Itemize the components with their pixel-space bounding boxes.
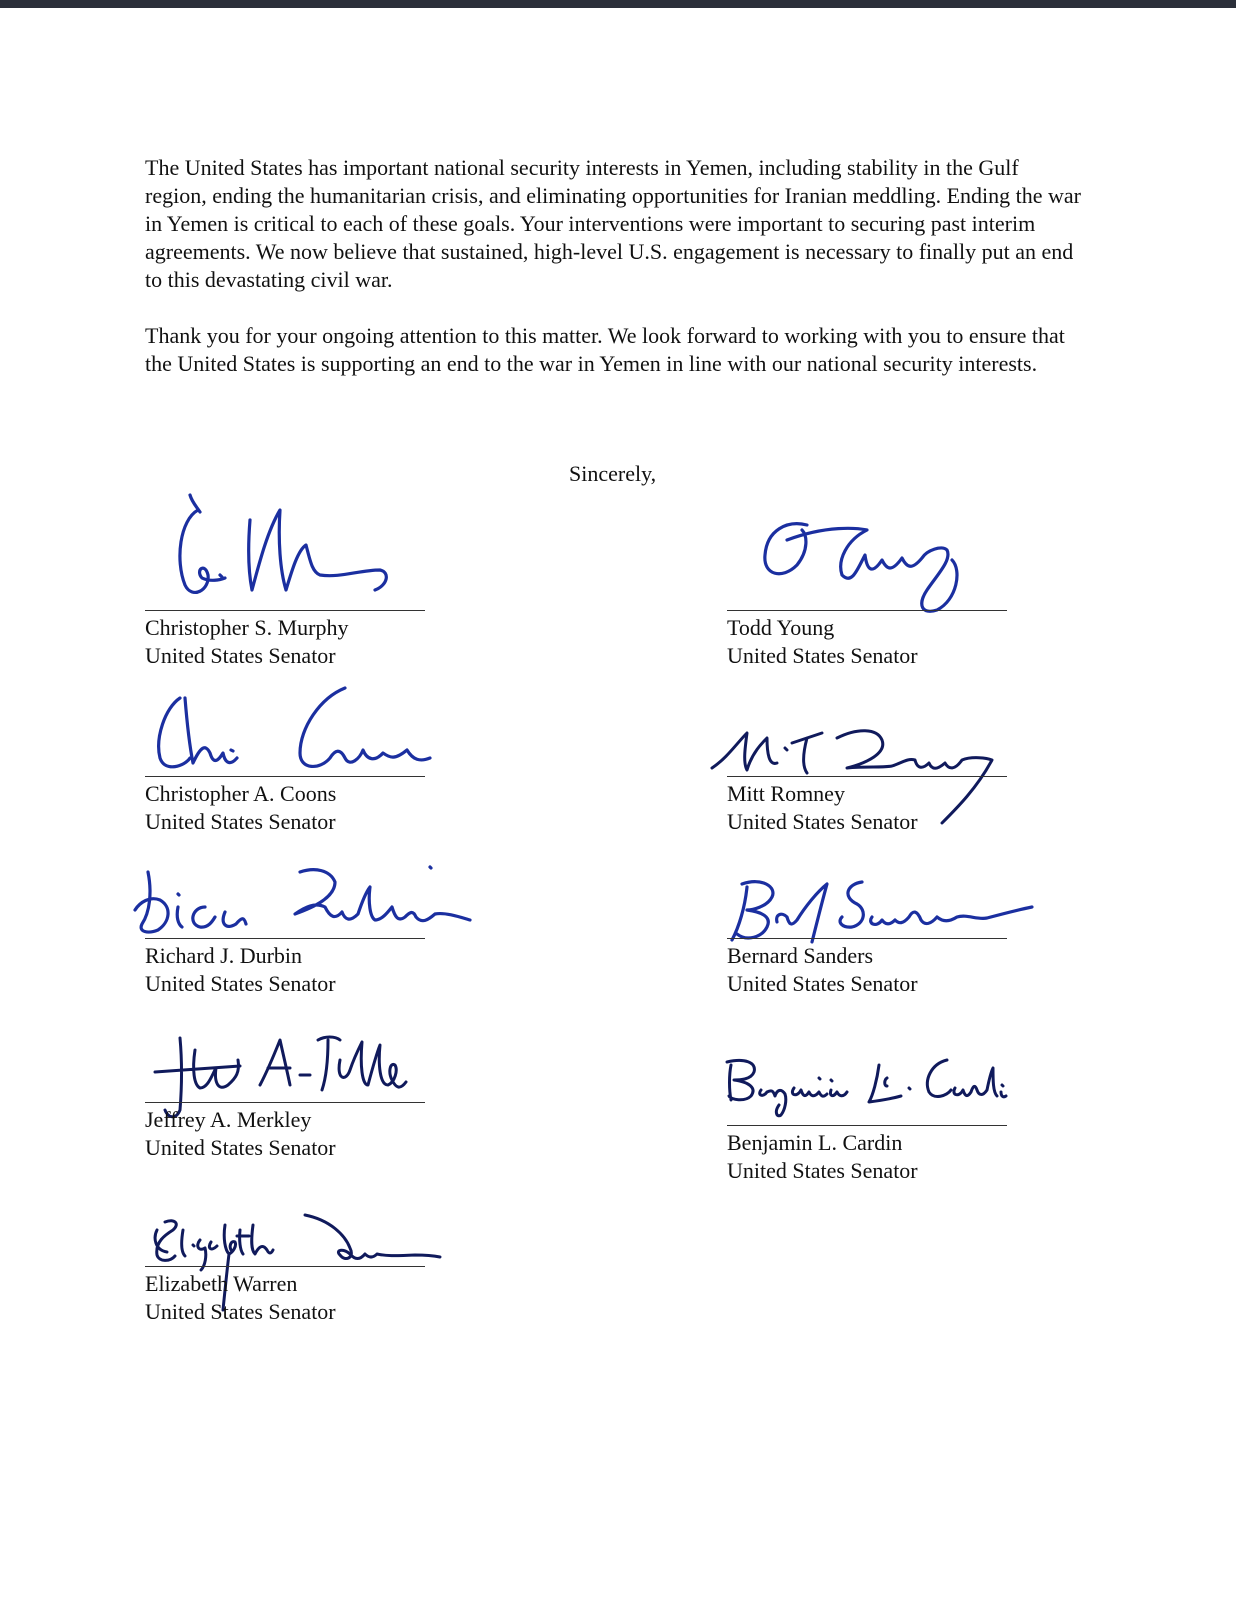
signature-cardin bbox=[719, 1050, 1009, 1130]
signature-block-young bbox=[727, 490, 1027, 680]
signature-line bbox=[145, 1102, 425, 1103]
letter-paragraph-1: The United States has important national security interests in Yemen, including stability in the Gulf region, ending the humanitarian crisis, and eliminating opportunities for Iranian meddling. Ending the war in Yemen is critical to each of these goals. Your interventions were important to securing past interim agreements. We now believe that sustained, high-level U.S. engagement is necessary to finally put an end to this devastating civil war. bbox=[145, 155, 1081, 292]
top-bar bbox=[0, 0, 1236, 8]
signatory-name-murphy: Christopher S. Murphy bbox=[145, 615, 349, 640]
signatory-name-warren: Elizabeth Warren bbox=[145, 1271, 298, 1296]
signatory-title-durbin: United States Senator bbox=[145, 971, 336, 996]
signature-line bbox=[145, 1266, 425, 1267]
signatory-name-sanders: Bernard Sanders bbox=[727, 943, 874, 968]
letter-paragraph-2: Thank you for your ongoing attention to this matter. We look forward to working with you to ensure that the United States is supporting an end to the war in Yemen in line with our national security interests. bbox=[145, 323, 1065, 376]
signature-block-sanders bbox=[727, 862, 1027, 1052]
signature-line bbox=[145, 776, 425, 777]
signatory-name-merkley: Jeffrey A. Merkley bbox=[145, 1107, 312, 1132]
signatory-title-sanders: United States Senator bbox=[727, 971, 918, 996]
signature-block-murphy bbox=[145, 490, 445, 680]
signatory-title-warren: United States Senator bbox=[145, 1299, 336, 1324]
signature-block-merkley bbox=[145, 1030, 445, 1220]
signatory-title-romney: United States Senator bbox=[727, 809, 918, 834]
signature-line bbox=[727, 1125, 1007, 1126]
signature-block-warren bbox=[145, 1210, 445, 1400]
letter-closing: Sincerely, bbox=[569, 461, 657, 486]
signature-line bbox=[145, 938, 425, 939]
signatory-name-durbin: Richard J. Durbin bbox=[145, 943, 303, 968]
signatory-name-romney: Mitt Romney bbox=[727, 781, 845, 806]
signature-block-cardin bbox=[727, 1030, 1027, 1220]
signature-line bbox=[727, 776, 1007, 777]
signatory-name-young: Todd Young bbox=[727, 615, 835, 640]
signature-murphy bbox=[170, 490, 430, 610]
signatory-title-cardin: United States Senator bbox=[727, 1158, 918, 1183]
signatory-name-cardin: Benjamin L. Cardin bbox=[727, 1130, 903, 1155]
signature-line bbox=[727, 610, 1007, 611]
signatory-title-young: United States Senator bbox=[727, 643, 918, 668]
signatory-title-coons: United States Senator bbox=[145, 809, 336, 834]
signature-coons bbox=[145, 678, 445, 788]
signature-block-durbin bbox=[130, 862, 430, 1052]
signature-block-romney bbox=[727, 678, 1027, 868]
signature-block-coons bbox=[145, 678, 445, 868]
signatory-title-murphy: United States Senator bbox=[145, 643, 336, 668]
signature-line bbox=[727, 938, 1007, 939]
signature-line bbox=[145, 610, 425, 611]
signature-young bbox=[747, 500, 1007, 620]
signatory-name-coons: Christopher A. Coons bbox=[145, 781, 337, 806]
signatory-title-merkley: United States Senator bbox=[145, 1135, 336, 1160]
